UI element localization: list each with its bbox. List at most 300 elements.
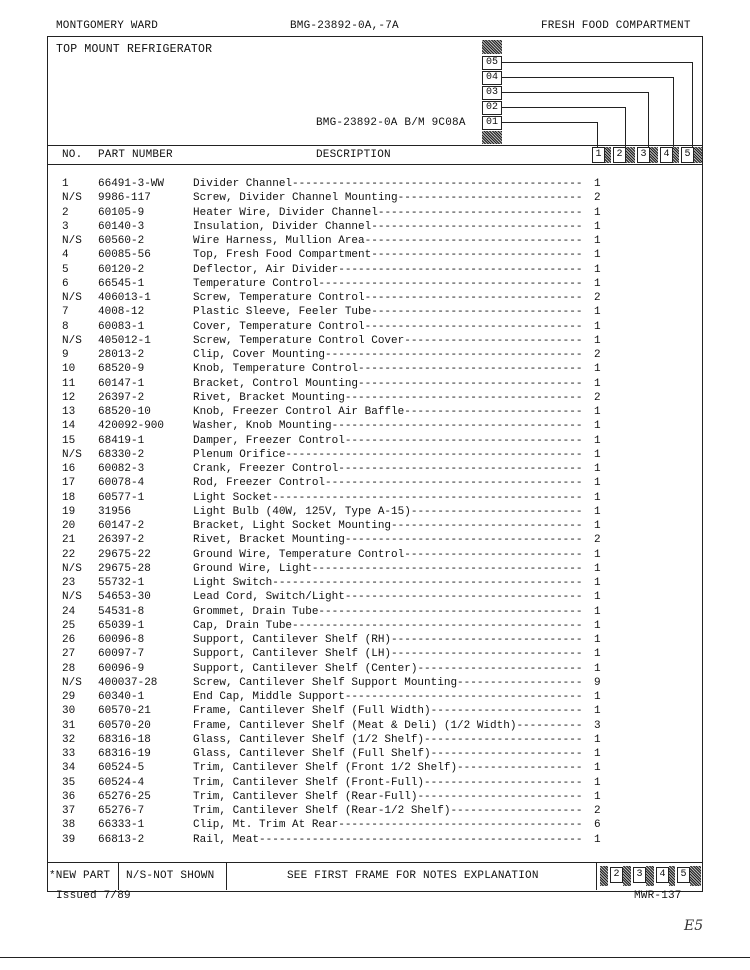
part-number: 31956 xyxy=(98,505,132,518)
leader-dashes: ------------------------------------- xyxy=(338,463,583,475)
part-qty: 1 xyxy=(594,363,601,376)
part-qty: 1 xyxy=(594,434,601,447)
table-row xyxy=(0,833,750,847)
part-description: Screw, Cantilever Shelf Support Mounting xyxy=(193,676,458,689)
part-qty: 1 xyxy=(594,634,601,646)
foot-hatch-0 xyxy=(600,866,608,886)
part-no: 37 xyxy=(62,805,76,817)
part-no: 33 xyxy=(62,748,76,760)
part-description: End Cap, Middle Support xyxy=(193,691,345,703)
model-line: BMG-23892-0A B/M 9C08A xyxy=(316,117,466,129)
part-qty: 1 xyxy=(594,776,601,789)
table-row xyxy=(0,263,750,277)
part-description: Knob, Freezer Control Air Baffle xyxy=(193,406,405,418)
part-number: 66491-3-WW xyxy=(98,178,165,190)
table-row xyxy=(0,462,750,476)
table-row xyxy=(0,191,750,205)
table-row xyxy=(0,633,750,647)
part-number: 60340-1 xyxy=(98,691,145,703)
col-hatch-4 xyxy=(673,147,679,163)
table-row xyxy=(0,206,750,220)
part-qty: 1 xyxy=(594,448,601,461)
part-description: Cap, Drain Tube xyxy=(193,619,293,632)
part-no: 12 xyxy=(62,391,76,404)
part-no: 16 xyxy=(62,463,76,475)
leader-dashes: ------------------------------------------------- xyxy=(259,833,583,846)
part-number: 66333-1 xyxy=(98,819,145,832)
part-description: Trim, Cantilever Shelf (Rear-Full) xyxy=(193,790,418,803)
part-no: 8 xyxy=(62,320,69,333)
table-row xyxy=(0,476,750,490)
part-number: 9986-117 xyxy=(98,192,151,205)
table-row xyxy=(0,377,750,391)
table-row xyxy=(0,776,750,790)
part-no: N/S xyxy=(62,676,82,689)
leader-dashes: ---------- xyxy=(516,719,583,732)
part-number: 60560-2 xyxy=(98,235,145,247)
part-number: 65039-1 xyxy=(98,619,145,632)
part-no: N/S xyxy=(62,192,82,205)
table-row xyxy=(0,320,750,334)
table-row xyxy=(0,334,750,348)
part-no: N/S xyxy=(62,591,82,604)
leader-dashes: --------------------------------- xyxy=(364,320,583,333)
part-qty: 1 xyxy=(594,277,601,290)
leader-dashes: -------------------------------------- xyxy=(331,420,583,433)
part-number: 68316-19 xyxy=(98,748,151,760)
leader-dashes: ---------------------------------- xyxy=(358,363,583,376)
part-number: 60105-9 xyxy=(98,206,145,219)
part-no: 3 xyxy=(62,220,69,233)
foot-col-5: 5 xyxy=(677,867,690,883)
part-description: Frame, Cantilever Shelf (Full Width) xyxy=(193,705,431,718)
foot-hatch-2 xyxy=(646,866,654,886)
part-qty: 1 xyxy=(594,619,601,632)
part-number: 60147-2 xyxy=(98,520,145,532)
leader-dashes: ----------------------- xyxy=(430,748,583,760)
part-qty: 1 xyxy=(594,491,601,504)
part-description: Knob, Temperature Control xyxy=(193,363,359,376)
header-rule-bottom xyxy=(48,164,702,165)
leader-dashes: ------------------- xyxy=(457,676,583,689)
part-number: 28013-2 xyxy=(98,349,145,361)
foot-col-4: 4 xyxy=(656,867,669,883)
part-no: 27 xyxy=(62,648,76,661)
part-qty: 2 xyxy=(594,391,601,404)
leader-dashes: ----------------------------- xyxy=(391,648,583,661)
part-description: Temperature Control xyxy=(193,277,319,290)
part-no: N/S xyxy=(62,292,82,304)
part-qty: 1 xyxy=(594,306,601,319)
table-row xyxy=(0,434,750,448)
leader-dashes: --------------------------------------------- xyxy=(285,448,583,461)
part-description: Rod, Freezer Control xyxy=(193,477,326,490)
part-qty: 1 xyxy=(594,206,601,219)
hatch-block-top xyxy=(482,40,502,54)
part-number: 60083-1 xyxy=(98,320,145,333)
part-no: 19 xyxy=(62,505,76,518)
leader-dashes: ------------------------------- xyxy=(377,206,583,219)
leader-dashes: ----------------------- xyxy=(430,705,583,718)
part-description: Trim, Cantilever Shelf (Front-Full) xyxy=(193,776,425,789)
part-qty: 1 xyxy=(594,691,601,703)
part-number: 26397-2 xyxy=(98,391,145,404)
part-number: 55732-1 xyxy=(98,577,145,589)
part-number: 60524-5 xyxy=(98,762,145,775)
part-description: Screw, Temperature Control Cover xyxy=(193,334,405,347)
part-number: 60120-2 xyxy=(98,263,145,276)
table-row xyxy=(0,562,750,576)
part-number: 60140-3 xyxy=(98,220,145,233)
part-description: Light Switch xyxy=(193,577,273,589)
part-qty: 1 xyxy=(594,520,601,532)
part-qty: 6 xyxy=(594,819,601,832)
part-number: 68330-2 xyxy=(98,448,145,461)
part-number: 65276-7 xyxy=(98,805,145,817)
part-qty: 9 xyxy=(594,676,601,689)
table-row xyxy=(0,305,750,319)
part-description: Washer, Knob Mounting xyxy=(193,420,332,433)
part-number: 60096-8 xyxy=(98,634,145,646)
table-row xyxy=(0,676,750,690)
part-description: Insulation, Divider Channel xyxy=(193,220,372,233)
part-number: 65276-25 xyxy=(98,790,151,803)
part-description: Support, Cantilever Shelf (Center) xyxy=(193,662,418,675)
footer-rule xyxy=(48,862,702,863)
part-number: 60082-3 xyxy=(98,463,145,475)
part-qty: 2 xyxy=(594,349,601,361)
part-no: 39 xyxy=(62,833,76,846)
leader-dashes: ------------------------ xyxy=(424,733,583,746)
part-no: 21 xyxy=(62,534,76,547)
leader-dashes: ----------------------------- xyxy=(391,520,583,532)
part-qty: 2 xyxy=(594,534,601,547)
table-row xyxy=(0,719,750,733)
leader-dashes: ---------------------------------- xyxy=(358,377,583,390)
issued-date: Issued 7/89 xyxy=(56,890,131,902)
part-description: Top, Fresh Food Compartment xyxy=(193,249,372,262)
part-qty: 1 xyxy=(594,477,601,490)
part-number: 29675-22 xyxy=(98,548,151,561)
part-description: Light Socket xyxy=(193,491,273,504)
leader-dashes: ------------------------ xyxy=(424,776,583,789)
model-box-04: 04 xyxy=(482,71,502,85)
part-description: Divider Channel xyxy=(193,178,293,190)
part-qty: 1 xyxy=(594,591,601,604)
part-number: 60085-56 xyxy=(98,249,151,262)
model-code: BMG-23892-0A,-7A xyxy=(290,20,399,32)
part-no: 13 xyxy=(62,406,76,418)
leader-dashes: ------------------------------------- xyxy=(338,263,583,276)
part-number: 420092-900 xyxy=(98,420,165,433)
part-no: 26 xyxy=(62,634,76,646)
leader-dashes: --------------------------- xyxy=(404,548,583,561)
leader-dashes: ---------------------------------------- xyxy=(318,277,583,290)
part-qty: 2 xyxy=(594,292,601,304)
leader-dashes: ------------------------------------ xyxy=(344,691,583,703)
part-number: 60147-1 xyxy=(98,377,145,390)
table-row xyxy=(0,277,750,291)
table-row xyxy=(0,818,750,832)
part-no: 20 xyxy=(62,520,76,532)
foot-col-2: 2 xyxy=(610,867,623,883)
part-description: Ground Wire, Light xyxy=(193,562,312,575)
table-row xyxy=(0,548,750,562)
leader-dashes: --------------------------------- xyxy=(364,292,583,304)
part-qty: 1 xyxy=(594,235,601,247)
col-box-3: 3 xyxy=(637,147,650,163)
col-no-header: NO. xyxy=(62,149,83,161)
handwritten-mark: E5 xyxy=(684,918,704,934)
part-no: 15 xyxy=(62,434,76,447)
part-number: 29675-28 xyxy=(98,562,151,575)
part-description: Rail, Meat xyxy=(193,833,260,846)
document-title: TOP MOUNT REFRIGERATOR xyxy=(56,43,213,56)
part-description: Frame, Cantilever Shelf (Meat & Deli) (1/2 Width) xyxy=(193,719,517,732)
part-qty: 1 xyxy=(594,249,601,262)
part-number: 66545-1 xyxy=(98,277,145,290)
part-number: 68419-1 xyxy=(98,434,145,447)
scan-edge-line xyxy=(0,957,750,958)
header-rule-top xyxy=(48,145,702,146)
part-description: Heater Wire, Divider Channel xyxy=(193,206,378,219)
part-no: N/S xyxy=(62,562,82,575)
leader-dashes: ---------------------------- xyxy=(397,192,583,205)
part-qty: 1 xyxy=(594,406,601,418)
leader-dashes: --------------------------- xyxy=(404,406,583,418)
model-box-01: 01 xyxy=(482,116,502,130)
part-no: 10 xyxy=(62,363,76,376)
part-description: Trim, Cantilever Shelf (Front 1/2 Shelf) xyxy=(193,762,458,775)
leader-dashes: ------------------------------------ xyxy=(344,391,583,404)
part-description: Damper, Freezer Control xyxy=(193,434,345,447)
table-row xyxy=(0,362,750,376)
part-no: 4 xyxy=(62,249,69,262)
leader-dashes: ------------------------- xyxy=(417,662,583,675)
part-qty: 1 xyxy=(594,790,601,803)
part-no: 25 xyxy=(62,619,76,632)
leader-dashes: -------------------------------- xyxy=(371,249,583,262)
table-row xyxy=(0,419,750,433)
part-no: 35 xyxy=(62,776,76,789)
part-description: Trim, Cantilever Shelf (Rear-1/2 Shelf) xyxy=(193,805,451,817)
hatch-block-bottom xyxy=(482,131,502,144)
part-qty: 1 xyxy=(594,178,601,190)
part-qty: 1 xyxy=(594,548,601,561)
footer-new-part: *NEW PART xyxy=(49,870,111,882)
footer-divider-2 xyxy=(226,862,227,890)
brand-name: MONTGOMERY WARD xyxy=(56,20,159,32)
part-description: Glass, Cantilever Shelf (1/2 Shelf) xyxy=(193,733,425,746)
part-description: Plenum Orifice xyxy=(193,448,286,461)
table-row xyxy=(0,391,750,405)
part-no: 34 xyxy=(62,762,76,775)
model-box-02: 02 xyxy=(482,101,502,115)
model-box-03: 03 xyxy=(482,86,502,100)
part-number: 66813-2 xyxy=(98,833,145,846)
part-qty: 1 xyxy=(594,263,601,276)
part-number: 68316-18 xyxy=(98,733,151,746)
leader-dashes: --------------------------------------- xyxy=(325,349,583,361)
part-no: 31 xyxy=(62,719,76,732)
leader-dashes: -------------------------------- xyxy=(371,306,583,319)
part-qty: 1 xyxy=(594,762,601,775)
leader-dashes: ------------------------------------ xyxy=(344,591,583,604)
table-row xyxy=(0,405,750,419)
leader-dashes: ----------------------------------------------- xyxy=(272,577,583,589)
part-number: 60524-4 xyxy=(98,776,145,789)
part-qty: 1 xyxy=(594,648,601,661)
table-row xyxy=(0,348,750,362)
part-no: 6 xyxy=(62,277,69,290)
table-row xyxy=(0,448,750,462)
part-no: 5 xyxy=(62,263,69,276)
part-no: N/S xyxy=(62,235,82,247)
part-no: 28 xyxy=(62,662,76,675)
part-number: 405012-1 xyxy=(98,334,151,347)
table-row xyxy=(0,533,750,547)
part-description: Screw, Divider Channel Mounting xyxy=(193,192,398,205)
part-number: 54653-30 xyxy=(98,591,151,604)
footer-not-shown: N/S-NOT SHOWN xyxy=(126,870,215,882)
page-code: MWR-137 xyxy=(634,890,682,902)
part-description: Rivet, Bracket Mounting xyxy=(193,534,345,547)
part-qty: 1 xyxy=(594,733,601,746)
part-qty: 1 xyxy=(594,463,601,475)
part-no: 30 xyxy=(62,705,76,718)
leader-dashes: --------------------------- xyxy=(404,334,583,347)
table-row xyxy=(0,804,750,818)
part-number: 60570-20 xyxy=(98,719,151,732)
part-no: 29 xyxy=(62,691,76,703)
part-number: 4008-12 xyxy=(98,306,145,319)
part-qty: 2 xyxy=(594,192,601,205)
table-row xyxy=(0,220,750,234)
part-no: N/S xyxy=(62,448,82,461)
col-box-4: 4 xyxy=(660,147,673,163)
table-row xyxy=(0,505,750,519)
part-qty: 1 xyxy=(594,577,601,589)
part-no: 17 xyxy=(62,477,76,490)
part-no: 11 xyxy=(62,377,76,390)
table-row xyxy=(0,248,750,262)
foot-hatch-1 xyxy=(623,866,631,886)
part-description: Clip, Cover Mounting xyxy=(193,349,326,361)
col-hatch-5 xyxy=(694,147,702,163)
table-row xyxy=(0,790,750,804)
leader-dashes: ------------------------------------- xyxy=(338,819,583,832)
part-no: 1 xyxy=(62,178,69,190)
part-qty: 1 xyxy=(594,705,601,718)
part-number: 68520-10 xyxy=(98,406,151,418)
part-qty: 1 xyxy=(594,605,601,618)
part-description: Rivet, Bracket Mounting xyxy=(193,391,345,404)
col-hatch-2 xyxy=(626,147,635,163)
leader-dashes: ------------------------- xyxy=(417,790,583,803)
col-desc-header: DESCRIPTION xyxy=(316,149,391,161)
part-description: Glass, Cantilever Shelf (Full Shelf) xyxy=(193,748,431,760)
part-number: 60096-9 xyxy=(98,662,145,675)
leader-dashes: ----------------------------------------------- xyxy=(272,491,583,504)
part-qty: 1 xyxy=(594,562,601,575)
part-description: Wire Harness, Mullion Area xyxy=(193,235,365,247)
col-box-5: 5 xyxy=(681,147,694,163)
part-no: 2 xyxy=(62,206,69,219)
leader-dashes: -------------------------------------------- xyxy=(292,178,583,190)
table-row xyxy=(0,704,750,718)
part-description: Ground Wire, Temperature Control xyxy=(193,548,405,561)
part-no: 32 xyxy=(62,733,76,746)
leader-dashes: --------------------------------------- xyxy=(325,477,583,490)
part-number: 60078-4 xyxy=(98,477,145,490)
leader-dashes: -------------------------------- xyxy=(371,220,583,233)
part-qty: 2 xyxy=(594,805,601,817)
part-no: 36 xyxy=(62,790,76,803)
footer-divider-1 xyxy=(118,862,119,890)
foot-hatch-3 xyxy=(669,866,675,886)
table-row xyxy=(0,177,750,191)
part-no: 38 xyxy=(62,819,76,832)
footer-divider-3 xyxy=(596,862,597,890)
part-no: 24 xyxy=(62,605,76,618)
table-row xyxy=(0,747,750,761)
leader-dashes: ----------------------------------------- xyxy=(311,562,583,575)
table-row xyxy=(0,491,750,505)
leader-dashes: ------------------- xyxy=(457,762,583,775)
part-description: Lead Cord, Switch/Light xyxy=(193,591,345,604)
table-row xyxy=(0,590,750,604)
leader-dashes: --------------------------------- xyxy=(364,235,583,247)
part-description: Light Bulb (40W, 125V, Type A-15) xyxy=(193,505,411,518)
table-row xyxy=(0,662,750,676)
col-part-header: PART NUMBER xyxy=(98,149,173,161)
part-no: 18 xyxy=(62,491,76,504)
part-number: 60097-7 xyxy=(98,648,145,661)
table-row xyxy=(0,761,750,775)
part-no: N/S xyxy=(62,334,82,347)
part-number: 54531-8 xyxy=(98,605,145,618)
part-number: 400037-28 xyxy=(98,676,158,689)
table-row xyxy=(0,690,750,704)
part-qty: 1 xyxy=(594,420,601,433)
table-row xyxy=(0,647,750,661)
part-description: Support, Cantilever Shelf (LH) xyxy=(193,648,392,661)
part-qty: 1 xyxy=(594,334,601,347)
col-box-1: 1 xyxy=(592,147,605,163)
part-description: Support, Cantilever Shelf (RH) xyxy=(193,634,392,646)
part-no: 7 xyxy=(62,306,69,319)
table-row xyxy=(0,519,750,533)
col-hatch-1 xyxy=(605,147,611,163)
leader-dashes: -------------------- xyxy=(450,805,583,817)
leader-dashes: ----------------------------- xyxy=(391,634,583,646)
part-qty: 1 xyxy=(594,220,601,233)
table-row xyxy=(0,291,750,305)
col-hatch-3 xyxy=(650,147,658,163)
part-description: Screw, Temperature Control xyxy=(193,292,365,304)
leader-dashes: ---------------------------------------- xyxy=(318,605,583,618)
part-description: Plastic Sleeve, Feeler Tube xyxy=(193,306,372,319)
table-row xyxy=(0,576,750,590)
part-no: 9 xyxy=(62,349,69,361)
part-description: Bracket, Light Socket Mounting xyxy=(193,520,392,532)
part-qty: 1 xyxy=(594,320,601,333)
leader-dashes: ------------------------------------ xyxy=(344,534,583,547)
section-name: FRESH FOOD COMPARTMENT xyxy=(541,20,691,32)
model-box-05: 05 xyxy=(482,56,502,70)
foot-hatch-4 xyxy=(690,866,701,886)
part-no: 14 xyxy=(62,420,76,433)
